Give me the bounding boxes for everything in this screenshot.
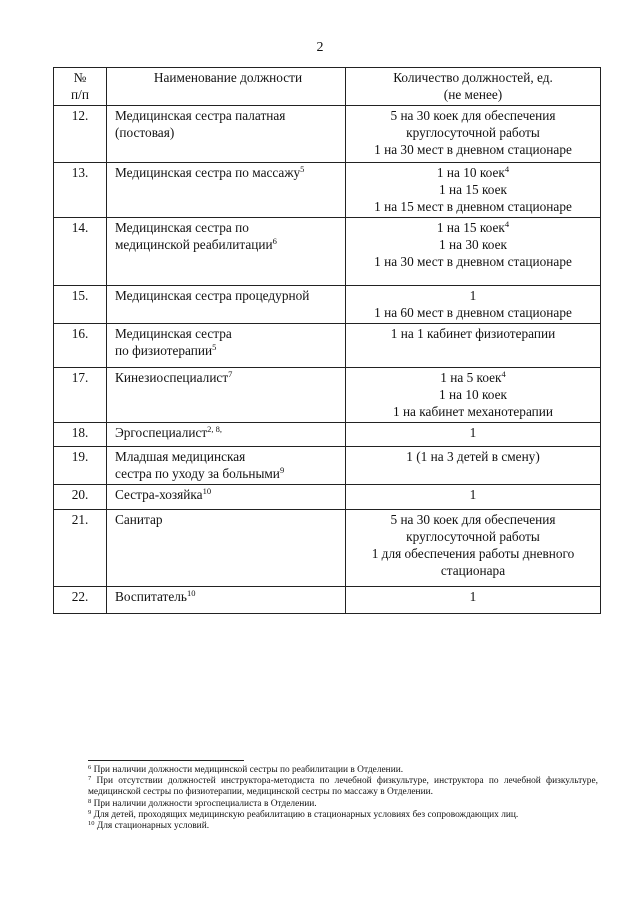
line-text: 5 на 30 коек для обеспечения xyxy=(390,512,556,527)
position-count-line xyxy=(350,253,596,270)
line-text: медицинской реабилитации xyxy=(115,237,273,252)
position-count-line xyxy=(350,562,596,579)
footnote xyxy=(58,810,598,821)
line-text: 1 на 30 мест в дневном стационаре xyxy=(374,254,572,269)
position-count-cell xyxy=(346,485,601,510)
position-count-line xyxy=(350,287,596,304)
line-text: 1 на 15 мест в дневном стационаре xyxy=(374,199,572,214)
position-count-line xyxy=(350,236,596,253)
line-text: 1 на 30 коек xyxy=(439,237,507,252)
table-row xyxy=(54,510,601,587)
staffing-table xyxy=(53,67,601,614)
position-count-line xyxy=(350,448,596,465)
row-number: 15. xyxy=(54,286,107,324)
position-count-line xyxy=(350,164,596,181)
position-count-line xyxy=(350,107,596,124)
table-row xyxy=(54,587,601,614)
header-number-line: п/п xyxy=(71,87,89,102)
position-name-cell xyxy=(107,324,346,368)
footnote-ref: 4 xyxy=(504,219,510,229)
row-number: 16. xyxy=(54,324,107,368)
row-number: 20. xyxy=(54,485,107,510)
position-name-line xyxy=(115,124,341,141)
position-count-line xyxy=(350,486,596,503)
position-count-line xyxy=(350,403,596,420)
position-count-line xyxy=(350,141,596,158)
header-position-line: Наименование должности xyxy=(153,70,303,85)
table-row xyxy=(54,218,601,286)
position-name-cell xyxy=(107,447,346,485)
line-text: круглосуточной работы xyxy=(406,125,540,140)
position-count-line xyxy=(350,588,596,605)
header-count xyxy=(346,68,601,106)
row-number: 17. xyxy=(54,368,107,423)
table-row xyxy=(54,106,601,163)
position-count-cell xyxy=(346,510,601,587)
line-text: Медицинская сестра процедурной xyxy=(115,288,310,303)
footnote-text: При наличии должности медицинской сестры по реабилитации в Отделении. xyxy=(91,765,404,775)
line-text: Санитар xyxy=(115,512,163,527)
position-count-cell xyxy=(346,106,601,163)
position-name-cell xyxy=(107,485,346,510)
line-text: Младшая медицинская xyxy=(115,449,246,464)
row-number: 22. xyxy=(54,587,107,614)
position-count-line xyxy=(350,545,596,562)
header-number xyxy=(54,68,107,106)
table-row xyxy=(54,163,601,218)
line-text: Медицинская сестра по массажу xyxy=(115,165,301,180)
table-row xyxy=(54,447,601,485)
footnote-ref: 4 xyxy=(501,369,506,379)
footnote xyxy=(58,821,598,832)
line-text: 1 (1 на 3 детей в смену) xyxy=(406,449,540,464)
footnote-text: При наличии должности эргоспециалиста в Отделении. xyxy=(91,798,317,809)
position-count-cell xyxy=(346,324,601,368)
header-number-line: № xyxy=(73,70,87,85)
footnote-marker: 10 xyxy=(88,820,95,828)
footnotes xyxy=(58,760,598,832)
footnote-marker: 6 xyxy=(88,764,92,771)
line-text: Медицинская сестра xyxy=(115,326,232,341)
header-count-line: Количество должностей, ед. xyxy=(393,70,553,85)
row-number: 14. xyxy=(54,218,107,286)
position-name-cell xyxy=(107,218,346,286)
position-name-line xyxy=(115,424,341,441)
position-count-line xyxy=(350,304,596,321)
table-row xyxy=(54,324,601,368)
table-row xyxy=(54,485,601,510)
line-text: Воспитатель xyxy=(115,589,187,604)
position-count-cell xyxy=(346,447,601,485)
position-name-line xyxy=(115,236,341,253)
row-number: 19. xyxy=(54,447,107,485)
footnote-list xyxy=(58,765,598,832)
table-row xyxy=(54,286,601,324)
position-count-line xyxy=(350,181,596,198)
line-text: 1 xyxy=(469,425,477,440)
line-text: Сестра-хозяйка xyxy=(115,487,203,502)
position-count-line xyxy=(350,369,596,386)
position-name-line xyxy=(115,342,341,359)
footnote-marker: 8 xyxy=(88,797,92,805)
footnote-text: Для детей, проходящих медицинскую реабилитацию в стационарных условиях без сопровождающих лиц. xyxy=(91,809,519,820)
line-text: (постовая) xyxy=(115,125,175,140)
footnote-ref: 2, 8, xyxy=(207,424,223,434)
footnote-text: При отсутствии должностей инструктора-методиста по лечебной физкультуре, инструктора по лечебной физкультуре, медицинской сестры по физиотерапии, медицинской сестры по массажу в Отделении. xyxy=(88,776,598,798)
position-name-cell xyxy=(107,106,346,163)
header-position-name xyxy=(107,68,346,106)
header-count-line: (не менее) xyxy=(443,87,503,102)
position-count-line xyxy=(350,124,596,141)
line-text: 1 на 10 коек xyxy=(436,165,505,180)
position-count-line xyxy=(350,325,596,342)
line-text: 5 на 30 коек для обеспечения xyxy=(390,108,556,123)
position-name-line xyxy=(115,164,341,181)
position-name-cell xyxy=(107,587,346,614)
line-text: круглосуточной работы xyxy=(406,529,540,544)
footnote-ref: 7 xyxy=(228,369,233,379)
line-text: 1 xyxy=(469,589,477,604)
footnote xyxy=(58,765,598,776)
position-count-line xyxy=(350,386,596,403)
position-name-line xyxy=(115,107,341,124)
line-text: Медицинская сестра по xyxy=(115,220,249,235)
position-count-cell xyxy=(346,163,601,218)
line-text: 1 для обеспечения работы дневного xyxy=(371,546,575,561)
row-number: 21. xyxy=(54,510,107,587)
position-name-line xyxy=(115,511,341,528)
position-name-line xyxy=(115,465,341,482)
line-text: 1 на 30 мест в дневном стационаре xyxy=(374,142,572,157)
position-count-line xyxy=(350,511,596,528)
table-header-row xyxy=(54,68,601,106)
position-count-cell xyxy=(346,587,601,614)
position-name-cell xyxy=(107,163,346,218)
position-name-cell xyxy=(107,368,346,423)
line-text: Медицинская сестра палатная xyxy=(115,108,286,123)
line-text: 1 на 5 коек xyxy=(440,370,502,385)
line-text: 1 на кабинет механотерапии xyxy=(392,404,554,419)
position-name-line xyxy=(115,588,341,605)
position-count-cell xyxy=(346,218,601,286)
position-count-line xyxy=(350,219,596,236)
footnote-ref: 9 xyxy=(279,465,285,475)
footnote xyxy=(58,776,598,798)
footnote-divider xyxy=(88,760,244,761)
line-text: 1 xyxy=(469,487,477,502)
line-text: 1 на 1 кабинет физиотерапии xyxy=(390,326,556,341)
table-body xyxy=(54,106,601,614)
footnote-ref: 5 xyxy=(300,164,305,174)
position-name-line xyxy=(115,486,341,503)
line-text: Кинезиоспециалист xyxy=(115,370,229,385)
position-name-line xyxy=(115,219,341,236)
footnote-text: Для стационарных условий. xyxy=(94,821,210,832)
line-text: 1 на 15 коек xyxy=(439,182,507,197)
position-count-cell xyxy=(346,286,601,324)
footnote-marker: 9 xyxy=(88,808,92,816)
line-text: 1 на 10 коек xyxy=(439,387,507,402)
position-name-cell xyxy=(107,510,346,587)
page-number: 2 xyxy=(316,40,324,55)
position-name-line xyxy=(115,287,341,304)
position-name-line xyxy=(115,325,341,342)
row-number: 12. xyxy=(54,106,107,163)
footnote-ref: 5 xyxy=(212,342,217,352)
position-count-cell xyxy=(346,368,601,423)
footnote-ref: 4 xyxy=(504,164,510,174)
line-text: 1 на 15 коек xyxy=(436,220,505,235)
position-name-cell xyxy=(107,423,346,447)
line-text: 1 на 60 мест в дневном стационаре xyxy=(374,305,572,320)
table-row xyxy=(54,368,601,423)
footnote-ref: 6 xyxy=(272,236,277,246)
line-text: Эргоспециалист xyxy=(115,425,208,440)
position-count-line xyxy=(350,198,596,215)
row-number: 13. xyxy=(54,163,107,218)
line-text: стационара xyxy=(440,563,506,578)
position-count-cell xyxy=(346,423,601,447)
line-text: 1 xyxy=(469,288,477,303)
footnote-marker: 7 xyxy=(88,775,92,783)
line-text: сестра по уходу за больными xyxy=(115,466,280,481)
footnote xyxy=(58,799,598,810)
position-name-cell xyxy=(107,286,346,324)
footnote-ref: 10 xyxy=(186,588,196,598)
position-count-line xyxy=(350,424,596,441)
table-row xyxy=(54,423,601,447)
row-number: 18. xyxy=(54,423,107,447)
position-name-line xyxy=(115,369,341,386)
line-text: по физиотерапии xyxy=(115,343,213,358)
footnote-ref: 10 xyxy=(202,486,212,496)
position-count-line xyxy=(350,528,596,545)
position-name-line xyxy=(115,448,341,465)
